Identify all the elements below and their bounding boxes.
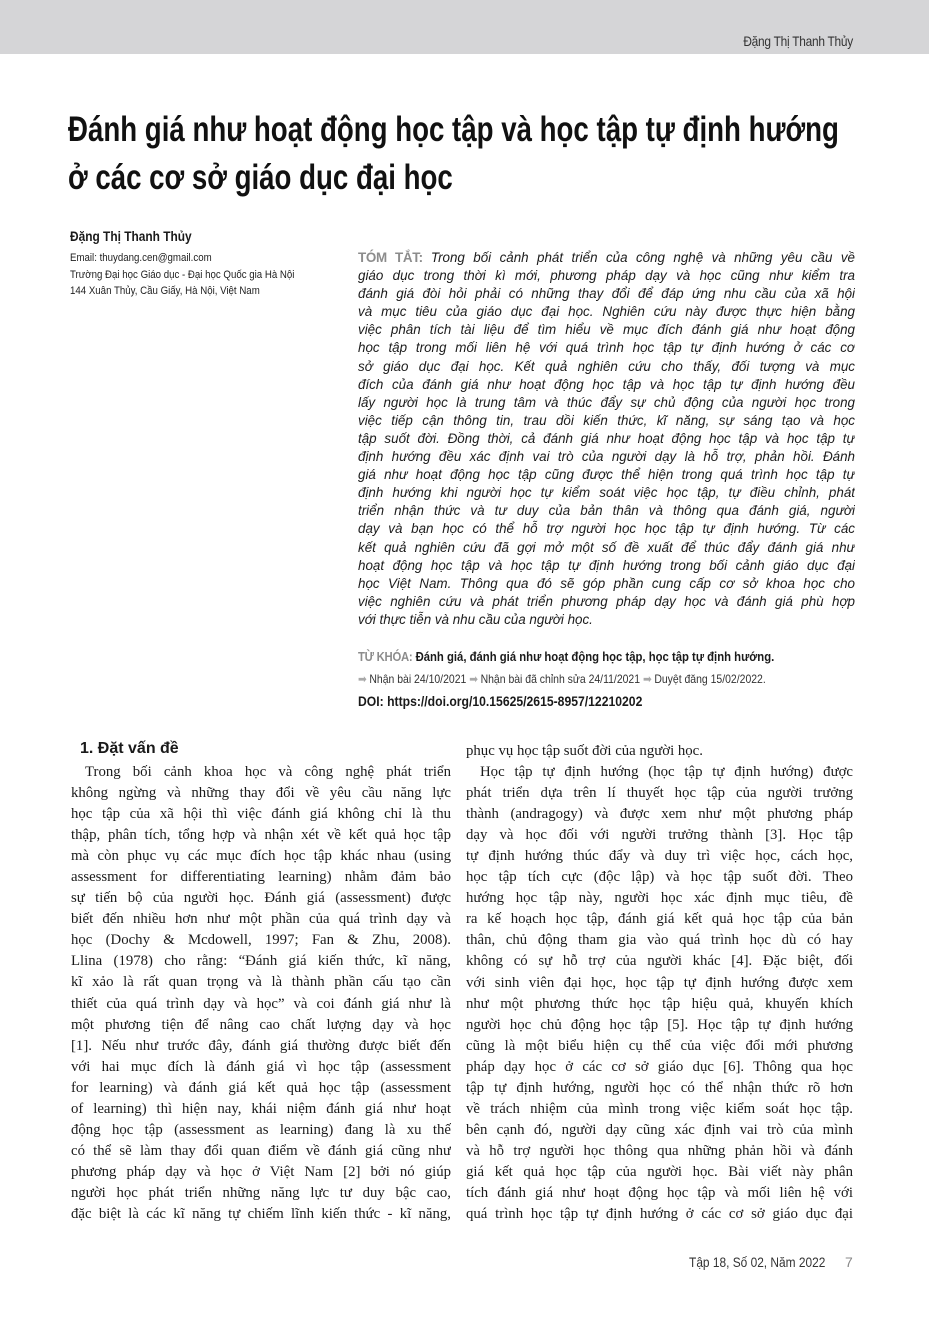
doi-link[interactable]: DOI: https://doi.org/10.15625/2615-8957/12210202 xyxy=(358,693,643,709)
body-text-line: người học phát triển những năng lực tư duy bậc cao, xyxy=(71,1184,451,1201)
author-affiliation xyxy=(70,250,294,300)
abstract-line: việc nghiên cứu và phát triển phương pháp dạy học và đánh giá phù hợp xyxy=(358,593,855,609)
abstract-line: định hướng đều xác định vai trò của người dạy là hỗ trợ, phản hồi. Đánh xyxy=(358,449,855,465)
body-text-line: thiết của quá trình dạy và học” và coi đánh giá như là xyxy=(71,995,451,1012)
body-text-line: tích đánh giá như hoạt động học tập và mối liên hệ với xyxy=(466,1184,853,1201)
body-text-line: ra kế hoạch học tập, đánh giá kết quả học tập của bản xyxy=(466,911,853,928)
body-text-line: giá kết quả học tập của người học. Bài viết này phân xyxy=(466,1163,853,1180)
title-line-1: Đánh giá như hoạt động học tập và học tập tự định hướng xyxy=(68,110,839,149)
body-text-line: học tập của xã hội thì việc đánh giá không chỉ là thu xyxy=(71,806,451,823)
body-text-line: Llina (1978) cho rằng: “Đánh giá kiến thức, kĩ năng, xyxy=(71,953,451,970)
body-text-line: thân, chủ động tham gia vào quá trình học dù có hay xyxy=(466,932,853,949)
body-text-line: học tập tích cực (độc lập) và học tập suốt đời. Theo xyxy=(466,869,853,886)
keywords-text: Đánh giá, đánh giá như hoạt động học tập, học tập tự định hướng. xyxy=(415,649,775,664)
body-text-line: phát triển dựa trên lí thuyết học tập của người trưởng xyxy=(466,785,853,802)
keywords xyxy=(358,649,774,664)
body-text-line: for learning) và đánh giá kết quả học tập (assessment xyxy=(71,1079,451,1096)
body-text-line: cũng là một biểu hiện cụ thể của việc đổi mới phương xyxy=(466,1037,853,1054)
abstract-line: định hướng khi người học tự kiểm soát việc học tập, tự điều chỉnh, phát xyxy=(358,485,855,501)
body-text-line: biết đến nhiều hơn như một phần của quá trình dạy và xyxy=(71,911,451,928)
author-institution: Trường Đại học Giáo dục - Đại học Quốc gia Hà Nội xyxy=(70,268,295,281)
body-text-line: quá trình học tập tự định hướng ở các cơ sở giáo dục đại xyxy=(466,1206,853,1223)
abstract-label: TÓM TẮT: xyxy=(358,250,431,265)
abstract-line: TÓM TẮT: Trong bối cảnh phát triển của công nghệ và những yêu cầu về xyxy=(358,250,855,265)
abstract-line: đánh giá đòi hỏi phải có những thay đổi để đáp ứng nhu cầu của xã hội xyxy=(358,286,855,302)
body-text-line: về trách nhiệm của mình trong việc kiểm soát học tập. xyxy=(466,1100,853,1117)
body-text-line: như một phương thức học tập hiệu quả, khuyến khích xyxy=(466,995,853,1012)
arrow-right-icon: ➡ xyxy=(642,672,652,686)
body-text-line: kĩ xảo là rất quan trọng và là thành phần cấu tạo cần xyxy=(71,974,451,991)
abstract-line: lấy người học là trung tâm và thúc đẩy sự chủ động của người học trong xyxy=(358,394,855,410)
body-column-left xyxy=(71,762,451,1225)
abstract-line: dạy và bạn học có thể hỗ trợ người học học tập tự định hướng. Từ các xyxy=(358,521,855,537)
body-text-line: đặc biệt là các kĩ năng tự chiếm lĩnh kiến thức - kĩ năng, xyxy=(71,1205,451,1222)
body-text-line: of learning) thì hiện nay, khái niệm đánh giá như hoạt xyxy=(71,1100,451,1117)
date-revised: Nhận bài đã chỉnh sửa 24/11/2021 xyxy=(480,672,641,686)
body-column-right xyxy=(466,741,853,1225)
body-text-line: dạy và học đối với người trưởng thành [3]. Học tập xyxy=(466,827,853,844)
author-address: 144 Xuân Thủy, Cầu Giấy, Hà Nội, Việt Nam xyxy=(70,285,260,297)
abstract-line: sở giáo dục đại học. Kết quả nghiên cứu cho thấy, đối tượng và mục xyxy=(358,358,855,374)
body-text-line: hướng học tập này, người học xác định mục tiêu, đề xyxy=(466,890,853,907)
page-number: 7 xyxy=(845,1254,853,1270)
body-text-line: người học chủ động học tập [5]. Học tập tự định hướng xyxy=(466,1016,853,1033)
body-text-line: Học tập tự định hướng (học tập tự định hướng) được xyxy=(480,764,853,781)
body-text-line: phục vụ học tập suốt đời của người học. xyxy=(466,743,703,759)
body-text-line: tập tự định hướng, người học có thể nhận thức rõ hơn xyxy=(466,1079,853,1096)
body-text-line: sự tiến bộ của người học. Đánh giá (assessment) được xyxy=(71,890,451,907)
body-text-line: thành (andragogy) và được xem như một phương pháp xyxy=(466,806,853,823)
date-received: Nhận bài 24/10/2021 xyxy=(369,672,467,686)
body-text-line: thập, phân tích, tổng hợp và nhận xét về kết quả học tập xyxy=(71,827,451,844)
date-accepted: Duyệt đăng 15/02/2022. xyxy=(654,672,766,686)
abstract-line: việc tiếp cận thông tin, trau dồi kiến thức, kĩ năng, sự sáng tạo và học xyxy=(358,412,855,428)
body-text-line: tự định hướng thúc đẩy và duy trì việc học, cách học, xyxy=(466,848,853,865)
body-text-line: có thể sẽ làm thay đổi quan điểm về đánh giá cũng như xyxy=(71,1142,451,1159)
body-text-line: học (Dochy & Mcdowell, 1997; Fan & Zhu, 2008). xyxy=(71,932,451,949)
footer-issue: Tập 18, Số 02, Năm 2022 xyxy=(688,1254,825,1270)
abstract-line: giá như hoạt động học tập cũng được thể hiện trong quá trình học tập tự xyxy=(358,467,855,483)
arrow-right-icon: ➡ xyxy=(358,672,367,686)
body-text-line: [1]. Nếu như trước đây, đánh giá thường được biết đến xyxy=(71,1037,451,1054)
abstract-line: học tập trong mối liên hệ với quá trình học tập tự định hướng ở các cơ xyxy=(358,340,855,356)
article-title xyxy=(68,106,839,202)
body-text-line: và hỗ trợ người học thông qua những phản hồi và đánh xyxy=(466,1142,853,1159)
author-email[interactable]: Email: thuydang.cen@gmail.com xyxy=(70,252,212,264)
body-text-line: Trong bối cảnh khoa học và công nghệ phát triển xyxy=(85,764,451,780)
body-text-line: không ngừng và những thay đổi về yêu cầu năng lực xyxy=(71,785,451,802)
abstract-line: kết quả nghiên cứu đã gợi mở một số đề xuất để thúc đẩy đánh giá như xyxy=(358,539,855,555)
article-dates xyxy=(358,672,766,686)
abstract-line: hoạt động học tập và học tập tự định hướng trong bối cảnh giáo dục đại xyxy=(358,557,855,573)
abstract-line: việc phân tích tài liệu để tìm hiểu về mục đích đánh giá như hoạt động xyxy=(358,322,855,338)
body-text-line: mà còn phục vụ các mục đích học tập khác nhau (using xyxy=(71,848,451,865)
abstract-line: giáo dục trong thời kì mới, phương pháp dạy và học cũng như kiểm tra xyxy=(358,268,855,284)
abstract-line: triển nhận thức và tư duy của bản thân và thông qua đánh giá, người xyxy=(358,503,855,519)
body-text-line: một phương tiện để nâng cao chất lượng dạy và học xyxy=(71,1016,451,1033)
body-text-line: động học tập (assessment as learning) đang là xu thế xyxy=(71,1121,451,1138)
abstract-line: với thực tiễn và nhu cầu của người học. xyxy=(358,611,593,627)
abstract-line: và mục tiêu của giáo dục đại học. Nghiên cứu này được thực hiện bằng xyxy=(358,304,855,320)
section-heading: 1. Đặt vấn đề xyxy=(80,740,179,757)
abstract xyxy=(358,249,855,629)
title-line-2: ở các cơ sở giáo dục đại học xyxy=(68,158,453,197)
abstract-line: học Việt Nam. Thông qua đó sẽ góp phần cung cấp cơ sở khoa học cho xyxy=(358,575,855,591)
body-text-line: phương pháp dạy và học ở Việt Nam [2] bởi nó giúp xyxy=(71,1163,451,1180)
author-name: Đặng Thị Thanh Thủy xyxy=(70,228,192,244)
body-text-line: assessment for differentiating learning) nhằm đảm bảo xyxy=(71,869,451,886)
body-text-line: không có sự hỗ trợ của người khác [4]. Đặc biệt, đối xyxy=(466,953,853,970)
running-head-author: Đặng Thị Thanh Thủy xyxy=(743,33,853,49)
body-text-line: với sinh viên đại học, học tập tự định hướng được xem xyxy=(466,974,853,991)
abstract-line: tập suốt đời. Đồng thời, cả đánh giá như hoạt động học tập và học tập tự xyxy=(358,430,855,446)
body-text-line: bên cạnh đó, người dạy cũng xác định vai trò của mình xyxy=(466,1121,853,1138)
keywords-label: TỪ KHÓA: xyxy=(358,649,413,664)
abstract-line: đích của đánh giá như hoạt động học tập và học tập tự định hướng đều xyxy=(358,376,855,392)
body-text-line: pháp dạy học ở các cơ sở giáo dục [6]. Thông qua học xyxy=(466,1058,853,1075)
arrow-right-icon: ➡ xyxy=(469,672,478,686)
body-text-line: với hai mục đích là đánh giá vì học tập (assessment xyxy=(71,1058,451,1075)
